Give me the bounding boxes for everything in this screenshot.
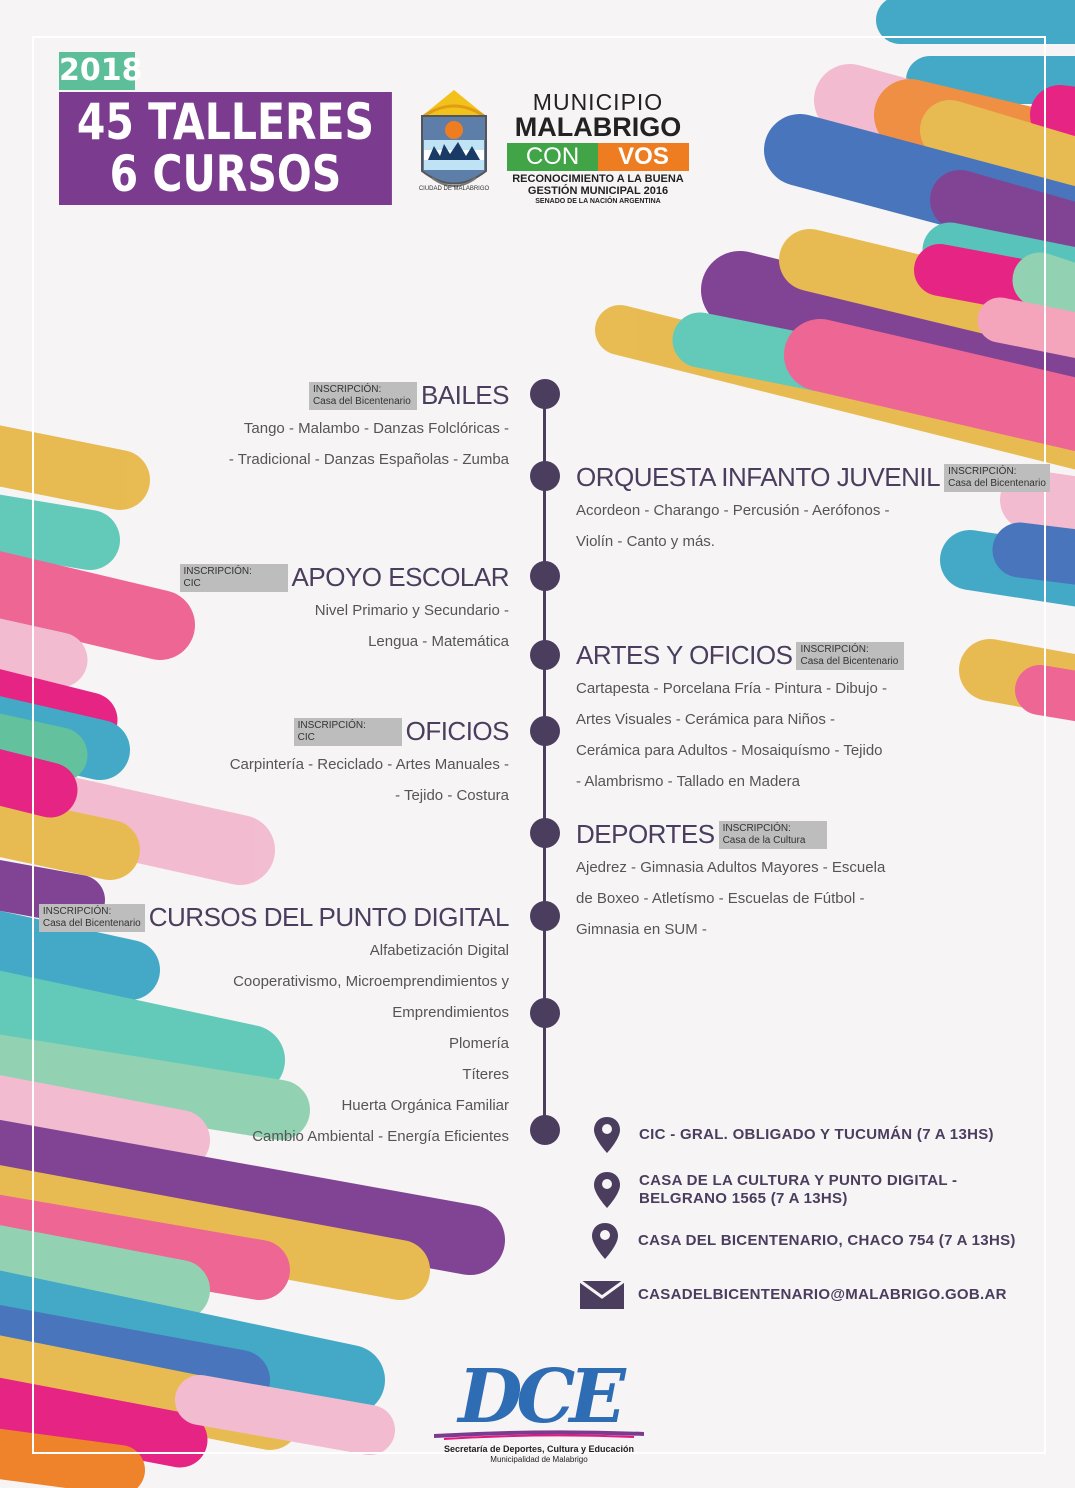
contact-cic	[570, 1117, 994, 1153]
item-line: Ajedrez - Gimnasia Adultos Mayores - Escuela	[576, 859, 886, 876]
item-line: Acordeon - Charango - Percusión - Aerófonos -	[576, 502, 890, 519]
inscription-badge: INSCRIPCIÓN: CIC	[180, 564, 288, 592]
section-punto-digital	[42, 902, 509, 1152]
item-line: Cerámica para Adultos - Mosaiquísmo - Tejido	[576, 742, 883, 759]
contact-text	[639, 1172, 957, 1208]
contact-text: CASA DEL BICENTENARIO, CHACO 754 (7 A 13HS)	[638, 1232, 1016, 1249]
contact-email	[570, 1281, 1007, 1309]
item-line: Títeres	[462, 1066, 509, 1083]
item-line: - Tejido - Costura	[395, 787, 509, 804]
item-line: Huerta Orgánica Familiar	[341, 1097, 509, 1114]
inscription-badge: INSCRIPCIÓN: Casa de la Cultura	[719, 821, 827, 849]
timeline-dot	[530, 461, 560, 491]
municipio-label: MUNICIPIO	[532, 89, 664, 115]
item-line: Cartapesta - Porcelana Fría - Pintura - Dibujo -	[576, 680, 887, 697]
section-orquesta	[576, 462, 1046, 557]
section-bailes	[69, 380, 509, 475]
location-pin-icon	[594, 1117, 620, 1153]
reconocimiento-line-1: RECONOCIMIENTO A LA BUENA	[512, 173, 684, 185]
timeline-dot	[530, 818, 560, 848]
reconocimiento-line-2: GESTIÓN MUNICIPAL 2016	[527, 185, 669, 197]
senado-label: SENADO DE LA NACIÓN ARGENTINA	[535, 198, 661, 205]
item-line: Emprendimientos	[392, 1004, 509, 1021]
contact-bicentenario	[570, 1223, 1016, 1259]
section-title: OFICIOS	[405, 716, 509, 746]
item-line: Carpintería - Reciclado - Artes Manuales -	[229, 756, 509, 773]
city-crest-icon	[414, 86, 494, 210]
dce-logo	[424, 1354, 654, 1478]
location-pin-icon	[594, 1172, 620, 1208]
title-box	[59, 92, 392, 205]
item-line: Tango - Malambo - Danzas Folclóricas -	[243, 420, 509, 437]
item-line: Alfabetización Digital	[369, 942, 509, 959]
item-line: Nivel Primario y Secundario -	[314, 602, 509, 619]
footer-line-2: Municipalidad de Malabrigo	[490, 1455, 588, 1464]
dce-wordmark: DCE	[458, 1354, 620, 1440]
section-oficios	[69, 716, 509, 811]
item-line: de Boxeo - Atletísmo - Escuelas de Fútbol -	[576, 890, 865, 907]
inscription-badge: INSCRIPCIÓN: Casa del Bicentenario	[39, 904, 145, 932]
vos-label: VOS	[598, 143, 689, 171]
timeline-dot	[530, 561, 560, 591]
timeline-dot	[530, 901, 560, 931]
footer-line-1: Secretaría de Deportes, Cultura y Educación	[443, 1444, 635, 1454]
inscription-badge: INSCRIPCIÓN: Casa del Bicentenario	[309, 382, 417, 410]
section-title: DEPORTES	[576, 819, 715, 849]
item-line: Artes Visuales - Cerámica para Niños -	[576, 711, 835, 728]
crest-text: CIUDAD DE MALABRIGO	[418, 186, 490, 192]
timeline-dot	[530, 640, 560, 670]
contact-line: CASA DE LA CULTURA Y PUNTO DIGITAL -	[639, 1172, 958, 1189]
item-line: Cambio Ambiental - Energía Eficientes	[252, 1128, 509, 1145]
section-title: ORQUESTA INFANTO JUVENIL	[576, 462, 941, 492]
contact-cultura	[570, 1172, 957, 1208]
year-badge: 2018	[59, 53, 143, 88]
contact-text: CIC - GRAL. OBLIGADO Y TUCUMÁN (7 A 13HS)	[639, 1126, 994, 1143]
con-vos-box	[507, 143, 689, 171]
inscription-badge: INSCRIPCIÓN: CIC	[294, 718, 402, 746]
municipio-logo	[503, 90, 693, 206]
title-line-2: 6 CURSOS	[109, 145, 342, 203]
section-title: ARTES Y OFICIOS	[576, 640, 793, 670]
inscription-badge: INSCRIPCIÓN: Casa del Bicentenario	[796, 642, 904, 670]
section-title: BAILES	[420, 380, 509, 410]
contact-line: BELGRANO 1565 (7 A 13HS)	[639, 1190, 848, 1207]
item-line: Violín - Canto y más.	[576, 533, 715, 550]
item-line: Lengua - Matemática	[368, 633, 509, 650]
item-line: - Alambrismo - Tallado en Madera	[576, 773, 800, 790]
section-title: APOYO ESCOLAR	[291, 562, 509, 592]
item-line: - Tradicional - Danzas Españolas - Zumba	[228, 451, 509, 468]
mail-icon	[580, 1281, 624, 1309]
section-apoyo-escolar	[69, 562, 509, 657]
section-title: CURSOS DEL PUNTO DIGITAL	[148, 902, 509, 932]
item-line: Gimnasia en SUM -	[576, 921, 707, 938]
inscription-badge: INSCRIPCIÓN: Casa del Bicentenario	[944, 464, 1050, 492]
email-link[interactable]: CASADELBICENTENARIO@MALABRIGO.GOB.AR	[638, 1286, 1007, 1303]
timeline-dot	[530, 379, 560, 409]
section-artes-oficios	[576, 640, 1036, 797]
section-deportes	[576, 819, 1036, 945]
timeline-dot	[530, 998, 560, 1028]
timeline-dot	[530, 1115, 560, 1145]
location-pin-icon	[592, 1223, 618, 1259]
con-label: CON	[507, 143, 598, 171]
timeline-dot	[530, 716, 560, 746]
item-line: Cooperativismo, Microemprendimientos y	[233, 973, 509, 990]
title-line-1: 45 TALLERES	[76, 93, 375, 151]
contact-panel	[570, 1103, 1042, 1348]
item-line: Plomería	[448, 1035, 509, 1052]
malabrigo-label: MALABRIGO	[514, 112, 682, 142]
